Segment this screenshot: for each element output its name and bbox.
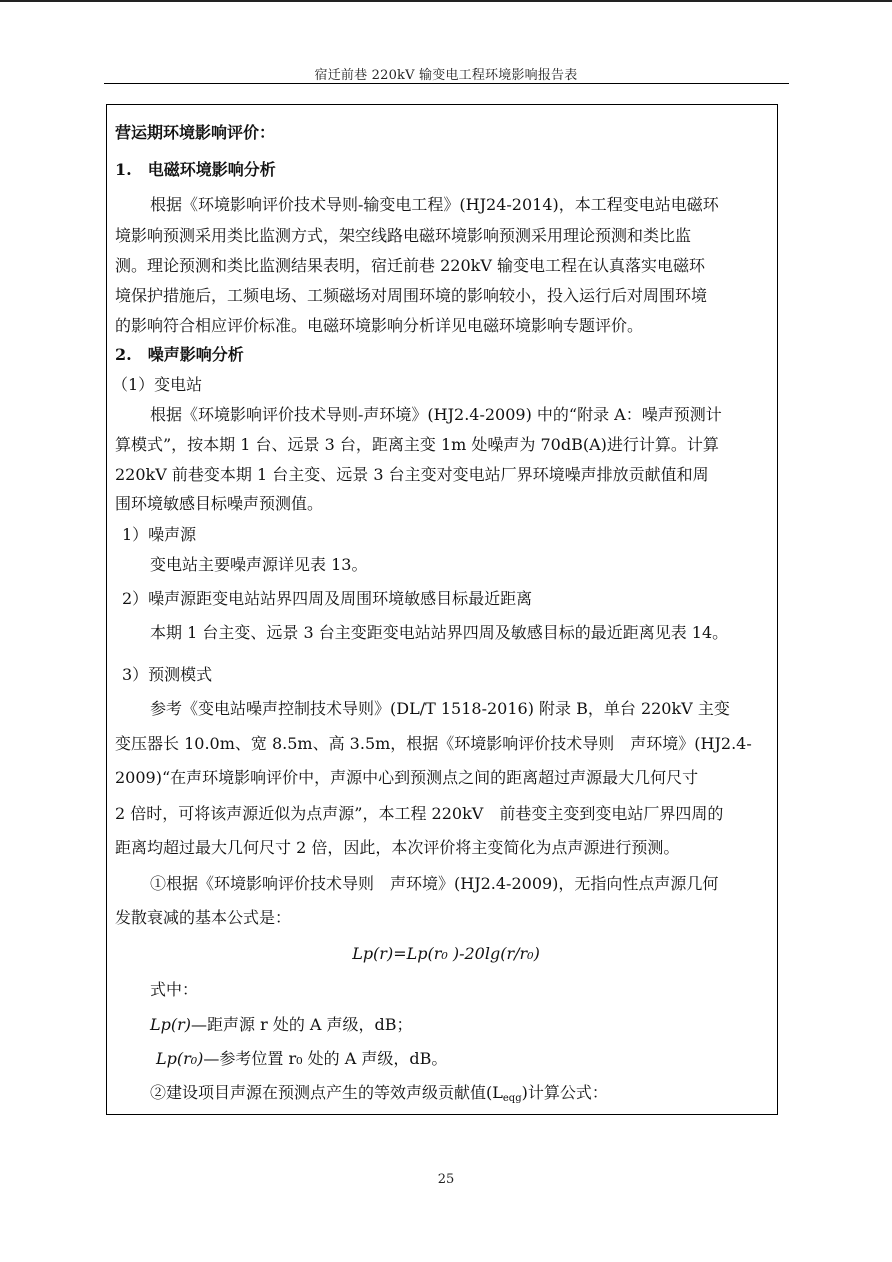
contribution-subscript: eqg bbox=[502, 1093, 522, 1104]
paragraph-line: 2 倍时，可将该声源近似为点声源”，本工程 220kV 前巷变主变到变电站厂界四周的 bbox=[115, 804, 724, 823]
contribution-formula-intro bbox=[150, 1083, 608, 1103]
paragraph-line: 距离均超过最大几何尺寸 2 倍，因此，本次评价将主变简化为点声源进行预测。 bbox=[115, 838, 680, 857]
item-distance-text: 本期 1 台主变、远景 3 台主变距变电站站界四周及敏感目标的最近距离见表 14。 bbox=[150, 623, 729, 642]
paragraph-line: ①根据《环境影响评价技术导则 声环境》(HJ2.4-2009)，无指向性点声源几何 bbox=[150, 874, 719, 893]
paragraph-line: 的影响符合相应评价标准。电磁环境影响分析详见电磁环境影响专题评价。 bbox=[115, 316, 644, 335]
paragraph-line: 围环境敏感目标噪声预测值。 bbox=[115, 494, 324, 513]
paragraph-line: 根据《环境影响评价技术导则-声环境》(HJ2.4-2009) 中的“附录 A：噪声预测计 bbox=[150, 405, 722, 424]
definition-lpr bbox=[150, 1015, 413, 1035]
paragraph-line: 参考《变电站噪声控制技术导则》(DL/T 1518-2016) 附录 B，单台 220kV 主变 bbox=[150, 699, 730, 718]
paragraph-line: 测。理论预测和类比监测结果表明，宿迁前巷 220kV 输变电工程在认真落实电磁环 bbox=[115, 256, 705, 275]
top-border bbox=[0, 0, 892, 2]
paragraph-line: 境影响预测采用类比监测方式，架空线路电磁环境影响预测采用理论预测和类比监 bbox=[115, 226, 692, 245]
where-label: 式中： bbox=[150, 980, 199, 999]
symbol-lpr0: Lp(r₀) bbox=[156, 1049, 204, 1068]
definition-lpr-text: —距声源 r 处的 A 声级，dB； bbox=[191, 1015, 413, 1034]
item-noise-source-text: 变电站主要噪声源详见表 13。 bbox=[150, 555, 368, 574]
item-noise-source: 1）噪声源 bbox=[122, 525, 197, 544]
page-number: 25 bbox=[437, 1172, 455, 1187]
paragraph-line: 发散衰减的基本公式是： bbox=[115, 908, 292, 927]
heading-2: 2. 噪声影响分析 bbox=[115, 345, 244, 364]
paragraph-line: 2009)“在声环境影响评价中，声源中心到预测点之间的距离超过声源最大几何尺寸 bbox=[115, 768, 699, 787]
section-title: 营运期环境影响评价： bbox=[115, 123, 276, 142]
paragraph-line: 算模式”，按本期 1 台、远景 3 台，距离主变 1m 处噪声为 70dB(A)进行计算。计算 bbox=[115, 435, 719, 454]
subheading-substation: （1）变电站 bbox=[112, 375, 203, 394]
paragraph-line: 根据《环境影响评价技术导则-输变电工程》(HJ24-2014)，本工程变电站电磁环 bbox=[150, 195, 719, 214]
contribution-text-post: )计算公式： bbox=[521, 1083, 608, 1102]
paragraph-line: 220kV 前巷变本期 1 台主变、远景 3 台主变对变电站厂界环境噪声排放贡献值和周 bbox=[115, 465, 709, 484]
item-prediction-model: 3）预测模式 bbox=[122, 665, 213, 684]
contribution-text-pre: ②建设项目声源在预测点产生的等效声级贡献值(L bbox=[150, 1083, 503, 1102]
definition-lpr0 bbox=[156, 1049, 447, 1069]
symbol-lpr: Lp(r) bbox=[150, 1015, 191, 1034]
paragraph-line: 变压器长 10.0m、宽 8.5m、高 3.5m，根据《环境影响评价技术导则 声环境》(HJ2.4- bbox=[115, 734, 752, 753]
definition-lpr0-text: —参考位置 r₀ 处的 A 声级，dB。 bbox=[203, 1049, 448, 1068]
header-rule bbox=[104, 83, 789, 84]
page-header-title: 宿迁前巷 220kV 输变电工程环境影响报告表 bbox=[314, 68, 578, 83]
item-distance: 2）噪声源距变电站站界四周及周围环境敏感目标最近距离 bbox=[122, 589, 533, 608]
paragraph-line: 境保护措施后，工频电场、工频磁场对周围环境的影响较小，投入运行后对周围环境 bbox=[115, 286, 708, 305]
heading-1: 1. 电磁环境影响分析 bbox=[115, 160, 276, 179]
attenuation-formula: Lp(r)=Lp(r₀ )-20lg(r/r₀) bbox=[352, 944, 540, 963]
